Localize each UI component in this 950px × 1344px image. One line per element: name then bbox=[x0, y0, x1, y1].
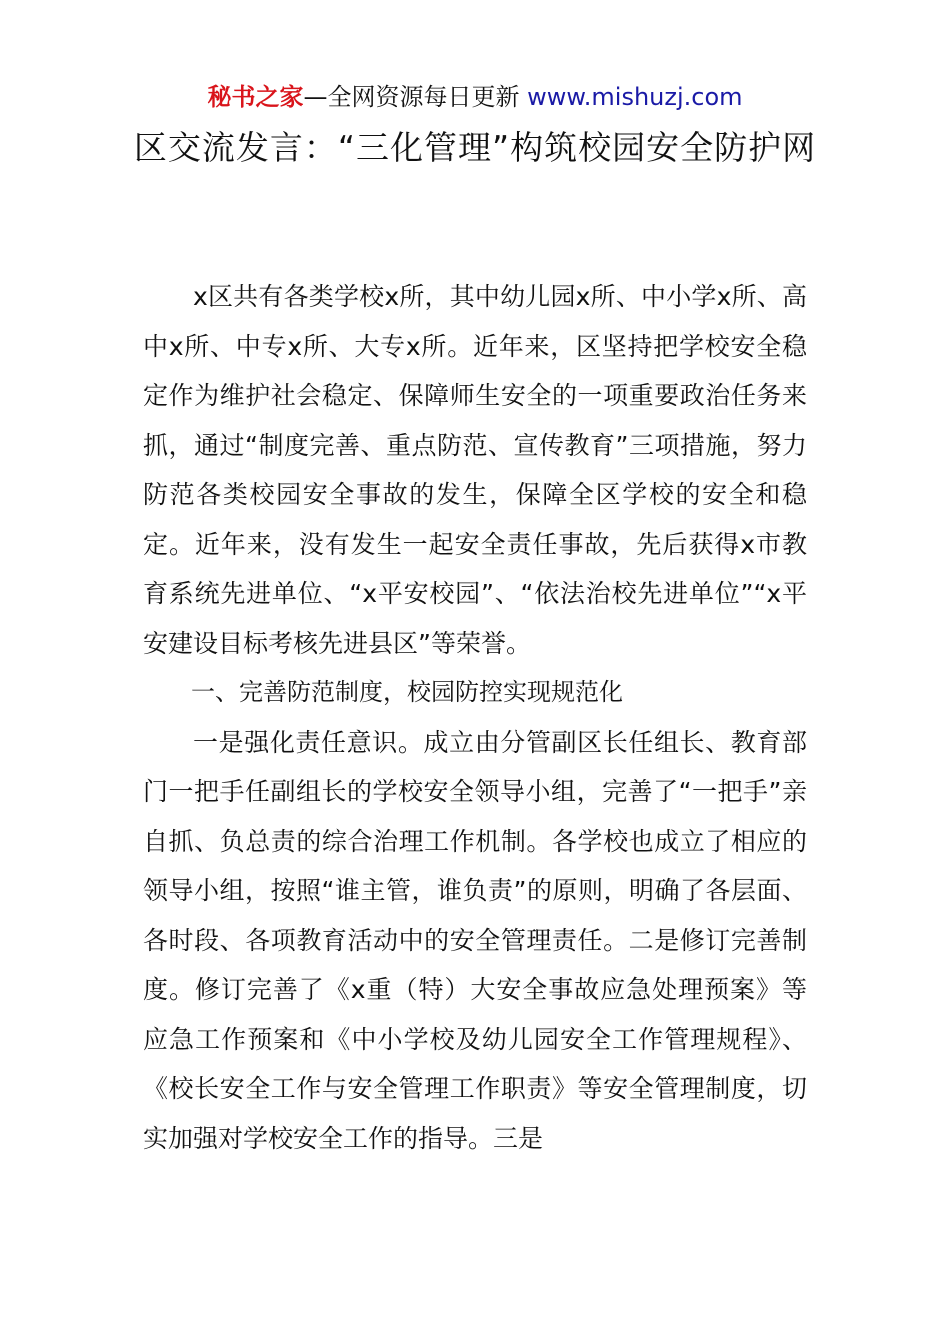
document-title: 区交流发言：“三化管理”构筑校园安全防护网 bbox=[133, 128, 817, 167]
section-heading: 一、完善防范制度，校园防控实现规范化 bbox=[191, 678, 623, 706]
intro-paragraph: x区共有各类学校x所，其中幼儿园x所、中小学x所、高中x所、中专x所、大专x所。近年来，区坚持把学校安全稳定作为维护社会稳定、保障师生安全的一项重要政治任务来抓，通过“制度完善、重点防范、宣传教育”三项措施，努力防范各类校园安全事故的发生，保障全区学校的安全和稳定。近年来，没有发生一起安全责任事故，先后获得x市教育系统先进单位、“x平安校园”、“依法治校先进单位”“x平安建设目标考核先进县区”等荣誉。 bbox=[143, 282, 807, 658]
site-header bbox=[0, 80, 950, 114]
document-body bbox=[143, 272, 807, 1163]
site-brand: 秘书之家 bbox=[207, 83, 304, 111]
site-url-link[interactable]: www.mishuzj.com bbox=[527, 83, 743, 111]
body-paragraph: 一是强化责任意识。成立由分管副区长任组长、教育部门一把手任副组长的学校安全领导小组，完善了“一把手”亲自抓、负总责的综合治理工作机制。各学校也成立了相应的领导小组，按照“谁主管，谁负责”的原则，明确了各层面、各时段、各项教育活动中的安全管理责任。二是修订完善制度。修订完善了《x重（特）大安全事故应急处理预案》等应急工作预案和《中小学校及幼儿园安全工作管理规程》、《校长安全工作与安全管理工作职责》等安全管理制度，切实加强对学校安全工作的指导。三是 bbox=[143, 727, 807, 1153]
site-tagline: —全网资源每日更新 bbox=[303, 83, 520, 111]
